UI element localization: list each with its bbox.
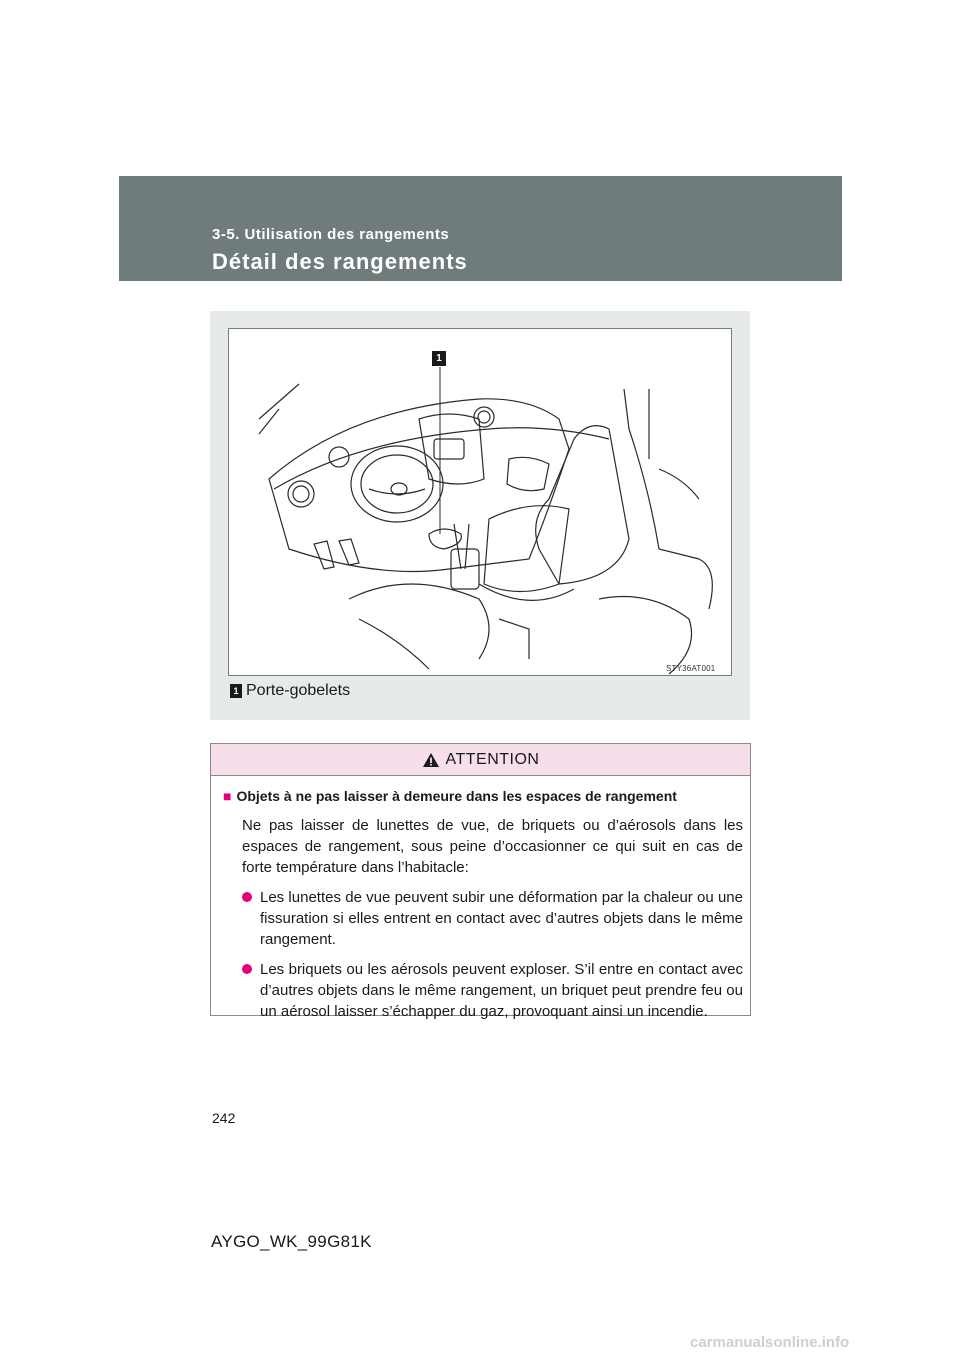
circle-bullet-icon [242, 964, 252, 974]
warning-item [242, 959, 743, 1022]
warning-box [210, 743, 751, 1020]
circle-bullet-icon [242, 892, 252, 902]
warning-header [211, 744, 750, 776]
warning-triangle-icon [422, 752, 440, 768]
watermark: carmanualsonline.info [690, 1334, 850, 1351]
legend-label: Porte-gobelets [246, 682, 351, 699]
callout-badge: 1 [432, 351, 446, 366]
page-number: 242 [212, 1110, 236, 1126]
warning-item-text: Les briquets ou les aérosols peuvent exploser. S’il entre en contact avec d’autres objets dans le même rangement, un briquet peut prendre feu ou un aérosol laisser s’échapper du gaz, provoquant ainsi un incendie. [260, 961, 743, 1020]
warning-title: ATTENTION [445, 750, 540, 768]
warning-heading [223, 788, 743, 805]
figure-code: STY36AT001 [666, 664, 716, 673]
figure-legend [230, 682, 350, 700]
warning-body [223, 788, 743, 1022]
document-code: AYGO_WK_99G81K [211, 1232, 372, 1251]
warning-item-text: Les lunettes de vue peuvent subir une déformation par la chaleur ou une fissuration si elles entrent en contact avec d’autres objets dans le même rangement. [260, 889, 743, 948]
warning-item [242, 887, 743, 950]
square-bullet-icon: ■ [223, 788, 232, 804]
warning-heading-text: Objets à ne pas laisser à demeure dans les espaces de rangement [236, 788, 677, 804]
page-title: Détail des rangements [212, 249, 468, 274]
section-label: 3-5. Utilisation des rangements [212, 226, 450, 243]
interior-illustration [228, 328, 732, 676]
legend-badge: 1 [230, 684, 242, 698]
warning-intro: Ne pas laisser de lunettes de vue, de briquets ou d’aérosols dans les espaces de rangement, sous peine d’occasionner ce qui suit en cas de forte température dans l’habitacle: [242, 817, 743, 876]
car-interior-drawing [229, 329, 732, 676]
